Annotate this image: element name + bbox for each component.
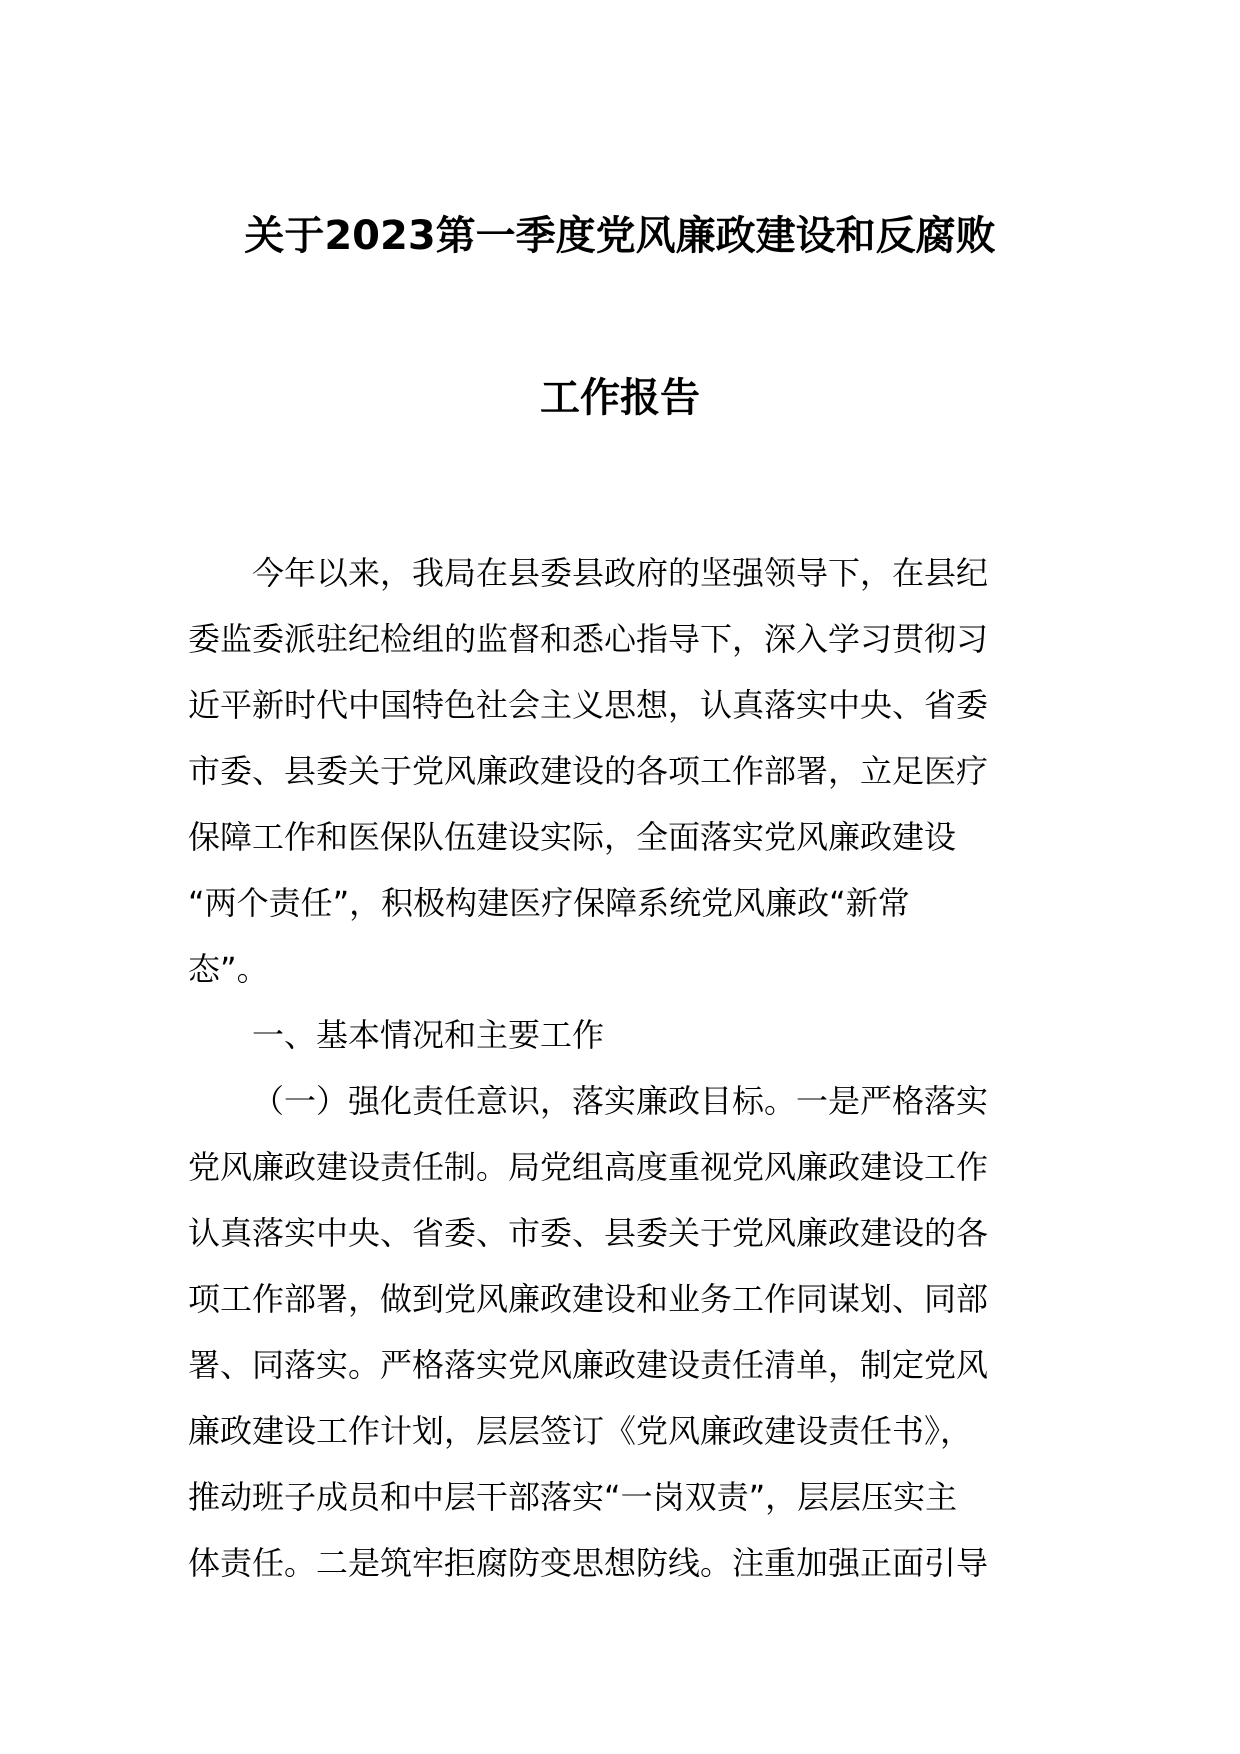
body-line: “两个责任”，积极构建医疗保障系统党风廉政“新常 <box>188 884 910 922</box>
body-line: 市委、县委关于党风廉政建设的各项工作部署，立足医疗 <box>188 752 989 790</box>
body-line: 保障工作和医保队伍建设实际，全面落实党风廉政建设 <box>188 818 957 856</box>
body-line: 廉政建设工作计划，层层签订《党风廉政建设责任书》， <box>188 1412 973 1450</box>
body-line: 态”。 <box>188 950 269 988</box>
body-line: 今年以来，我局在县委县政府的坚强领导下，在县纪 <box>252 554 989 592</box>
document-title-line-2: 工作报告 <box>540 375 700 421</box>
body-line: 体责任。二是筑牢拒腐防变思想防线。注重加强正面引导 <box>188 1544 989 1582</box>
body-line: 项工作部署，做到党风廉政建设和业务工作同谋划、同部 <box>188 1280 989 1318</box>
document-title-line-1: 关于2023第一季度党风廉政建设和反腐败 <box>244 213 996 259</box>
body-line: 推动班子成员和中层干部落实“一岗双责”，层层压实主 <box>188 1478 958 1516</box>
body-line: 委监委派驻纪检组的监督和悉心指导下，深入学习贯彻习 <box>188 620 989 658</box>
body-line: 署、同落实。严格落实党风廉政建设责任清单，制定党风 <box>188 1346 989 1384</box>
section-heading: 一、基本情况和主要工作 <box>252 1016 605 1054</box>
body-line: （一）强化责任意识，落实廉政目标。一是严格落实 <box>252 1082 989 1120</box>
body-line: 党风廉政建设责任制。局党组高度重视党风廉政建设工作 <box>188 1148 989 1186</box>
body-line: 近平新时代中国特色社会主义思想，认真落实中央、省委 <box>188 686 989 724</box>
body-line: 认真落实中央、省委、市委、县委关于党风廉政建设的各 <box>188 1214 989 1252</box>
